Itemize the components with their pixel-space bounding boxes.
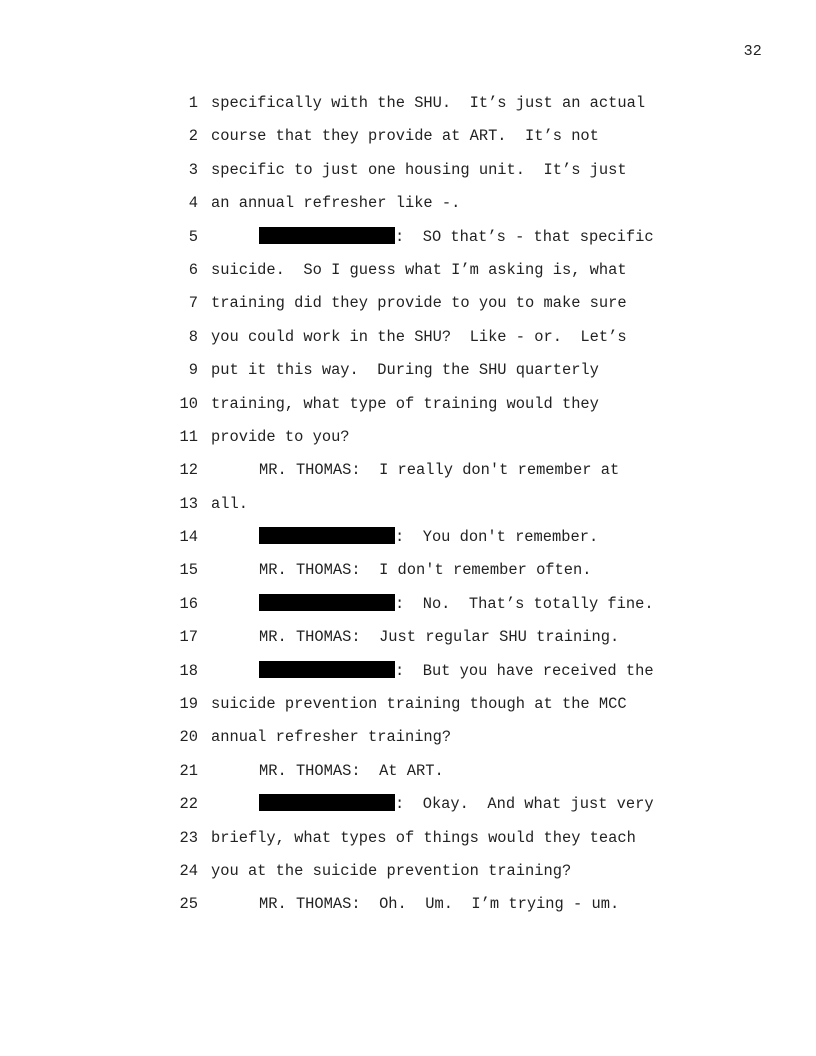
transcript-line (170, 788, 690, 821)
line-text: : No. That’s totally fine. (395, 594, 654, 613)
line-text-container (211, 788, 654, 821)
line-text-container (211, 888, 619, 921)
page-number: 32 (743, 43, 762, 60)
line-number: 22 (179, 795, 198, 814)
line-text: suicide prevention training though at the MCC (211, 695, 627, 714)
line-text-container (211, 421, 350, 454)
transcript-line (170, 454, 690, 487)
line-number: 14 (179, 528, 198, 547)
line-text: provide to you? (211, 427, 350, 446)
line-text: MR. THOMAS: Oh. Um. I’m trying - um. (259, 895, 620, 914)
line-number: 16 (179, 594, 198, 613)
transcript-line (170, 621, 690, 654)
transcript-line (170, 287, 690, 320)
line-text: MR. THOMAS: Just regular SHU training. (259, 628, 620, 647)
line-text-container (211, 521, 598, 554)
line-text-container (211, 488, 248, 521)
transcript-line (170, 588, 690, 621)
line-number: 4 (188, 194, 198, 213)
line-text: you at the suicide prevention training? (211, 861, 572, 880)
line-text: MR. THOMAS: I really don't remember at (259, 461, 620, 480)
line-text: briefly, what types of things would they teach (211, 828, 636, 847)
redaction-block (259, 661, 395, 678)
line-number: 9 (188, 361, 198, 380)
line-number: 11 (179, 427, 198, 446)
line-number: 18 (179, 661, 198, 680)
line-text: an annual refresher like -. (211, 194, 461, 213)
transcript-line (170, 755, 690, 788)
transcript-line (170, 655, 690, 688)
line-number: 24 (179, 861, 198, 880)
line-text-container (211, 87, 645, 120)
line-text-container (211, 454, 619, 487)
transcript-line (170, 321, 690, 354)
transcript-line (170, 254, 690, 287)
transcript-line (170, 221, 690, 254)
line-text: : But you have received the (395, 661, 654, 680)
line-number: 21 (179, 761, 198, 780)
transcript-line (170, 354, 690, 387)
line-number: 23 (179, 828, 198, 847)
transcript-line (170, 688, 690, 721)
transcript-line (170, 822, 690, 855)
line-text-container (211, 321, 627, 354)
line-number: 15 (179, 561, 198, 580)
line-number: 25 (179, 895, 198, 914)
line-number: 6 (188, 260, 198, 279)
redaction-block (259, 527, 395, 544)
line-number: 1 (188, 94, 198, 112)
transcript-line (170, 120, 690, 153)
transcript-body (170, 87, 690, 922)
transcript-line (170, 154, 690, 187)
line-number: 10 (179, 394, 198, 413)
line-text-container (211, 621, 619, 654)
line-number: 19 (179, 695, 198, 714)
line-text-container (211, 554, 592, 587)
transcript-line (170, 855, 690, 888)
transcript-line (170, 421, 690, 454)
transcript-line (170, 554, 690, 587)
line-text: you could work in the SHU? Like - or. Let’s (211, 327, 627, 346)
line-text-container (211, 221, 654, 254)
line-text: : SO that’s - that specific (395, 227, 654, 246)
line-text-container (211, 254, 627, 287)
transcript-line (170, 521, 690, 554)
line-text-container (211, 120, 599, 153)
line-text: annual refresher training? (211, 728, 452, 747)
line-number: 13 (179, 494, 198, 513)
line-number: 8 (188, 327, 198, 346)
line-text-container (211, 721, 451, 754)
line-number: 2 (188, 127, 198, 146)
transcript-line (170, 187, 690, 220)
line-text-container (211, 287, 627, 320)
line-number: 3 (188, 160, 198, 179)
redaction-block (259, 594, 395, 611)
line-text: training did they provide to you to make sure (211, 294, 627, 313)
line-text-container (211, 655, 654, 688)
line-text: suicide. So I guess what I’m asking is, what (211, 260, 627, 279)
line-number: 7 (188, 294, 198, 313)
line-text: training, what type of training would they (211, 394, 599, 413)
transcript-line (170, 888, 690, 921)
line-text-container (211, 855, 571, 888)
line-number: 5 (188, 227, 198, 246)
line-text-container (211, 154, 627, 187)
line-text: MR. THOMAS: I don't remember often. (259, 561, 592, 580)
line-number: 12 (179, 461, 198, 480)
line-text: specifically with the SHU. It’s just an actual (211, 94, 646, 112)
line-text: MR. THOMAS: At ART. (259, 761, 444, 780)
line-text: : Okay. And what just very (395, 795, 654, 814)
line-text-container (211, 822, 636, 855)
transcript-line (170, 388, 690, 421)
line-text-container (211, 688, 627, 721)
line-text: specific to just one housing unit. It’s just (211, 160, 627, 179)
line-text-container (211, 354, 599, 387)
line-number: 17 (179, 628, 198, 647)
redaction-block (259, 794, 395, 811)
line-text: all. (211, 494, 248, 513)
line-text: put it this way. During the SHU quarterly (211, 361, 599, 380)
transcript-line (170, 488, 690, 521)
line-text: : You don't remember. (395, 528, 599, 547)
transcript-line (170, 721, 690, 754)
line-text-container (211, 588, 654, 621)
line-number: 20 (179, 728, 198, 747)
line-text: course that they provide at ART. It’s not (211, 127, 599, 146)
line-text-container (211, 388, 599, 421)
transcript-line (170, 87, 690, 120)
redaction-block (259, 227, 395, 244)
line-text-container (211, 187, 460, 220)
line-text-container (211, 755, 444, 788)
